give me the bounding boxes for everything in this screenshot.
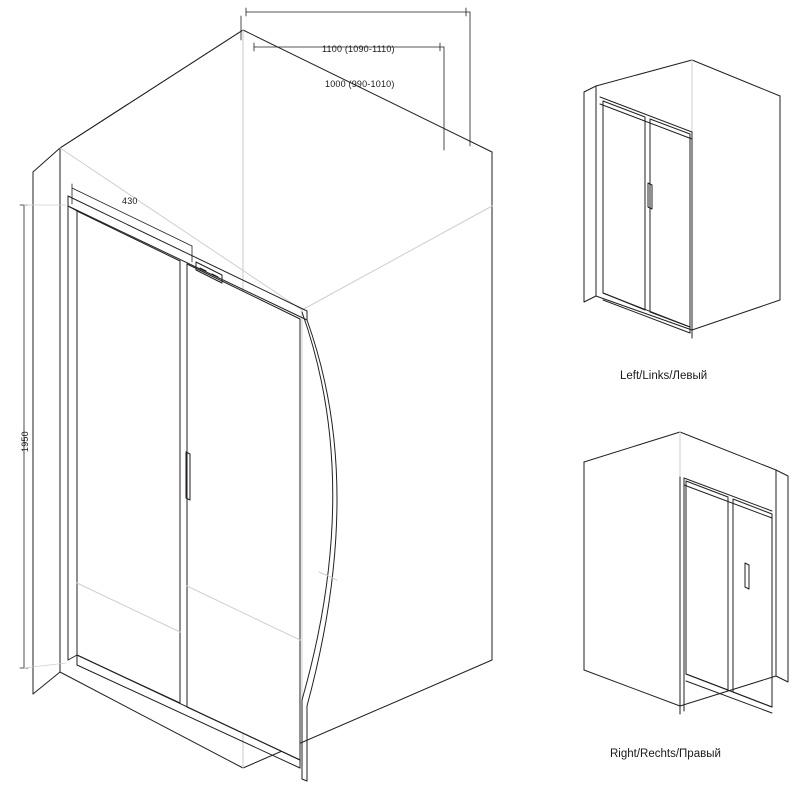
variant-right-view (584, 432, 788, 714)
main-isometric-view (33, 30, 492, 781)
variant-label-right: Right/Rechts/Правый (610, 748, 721, 760)
variant-label-left: Left/Links/Левый (620, 370, 708, 382)
dimension-label-height: 1950 (20, 431, 30, 452)
variant-left-view (584, 60, 780, 338)
dimension-label-width-outer: 1100 (1090-1110) (322, 44, 395, 54)
dimension-label-width-inner: 1000 (990-1010) (325, 79, 395, 89)
dimension-label-door-leaf: 430 (122, 196, 138, 206)
